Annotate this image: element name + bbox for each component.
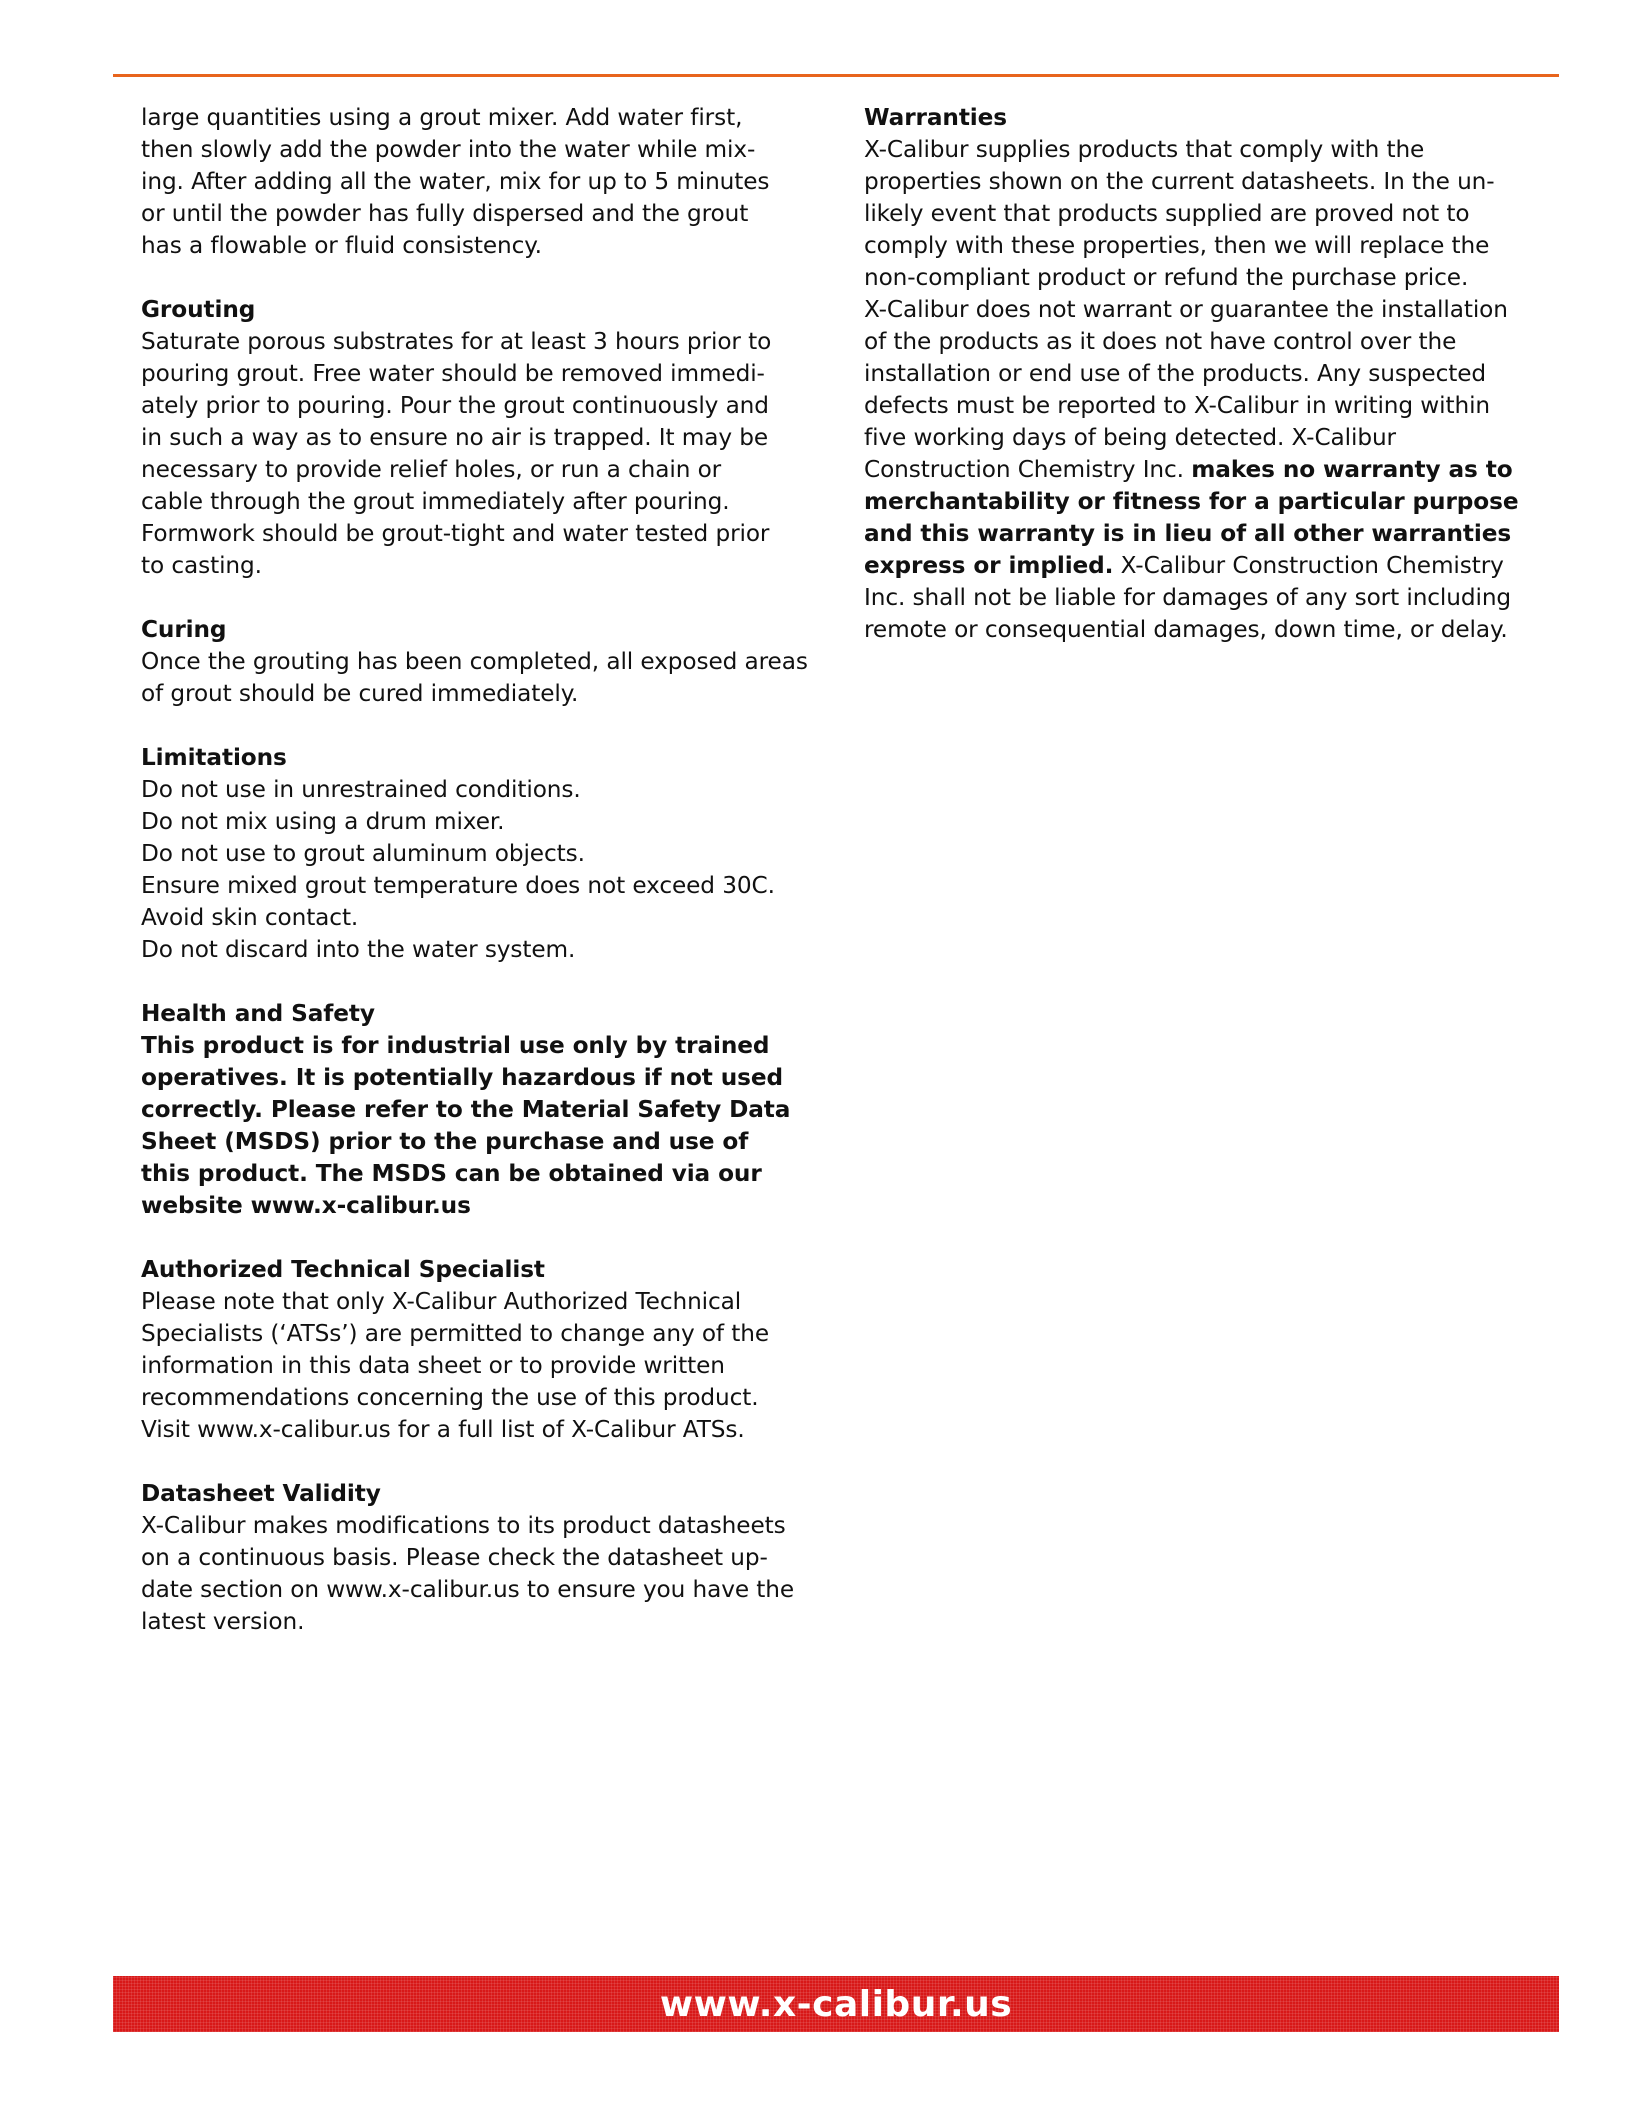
paragraph-line: latest version. [141,1608,305,1635]
right-column [864,102,1544,646]
warning-line: correctly. Please refer to the Material Safety Data [141,1096,791,1123]
header-divider-rule [113,74,1559,77]
paragraph-line: ing. After adding all the water, mix for up to 5 minutes [141,168,770,195]
left-column [141,102,821,1638]
health-safety-section [141,998,821,1222]
paragraph-line: has a flowable or fluid consistency. [141,232,542,259]
paragraph-line: recommendations concerning the use of this product. [141,1384,759,1411]
paragraph-line: X-Calibur does not warrant or guarantee the installation [864,296,1508,323]
paragraph-line: Once the grouting has been completed, all exposed areas [141,648,808,675]
warning-line: operatives. It is potentially hazardous if not used [141,1064,783,1091]
paragraph-line: then slowly add the powder into the water while mix- [141,136,756,163]
footer-website-link[interactable]: www.x-calibur.us [659,1983,1013,2025]
paragraph-line: information in this data sheet or to provide written [141,1352,725,1379]
section-heading: Datasheet Validity [141,1480,381,1507]
paragraph-line: Visit www.x-calibur.us for a full list of X-Calibur ATSs. [141,1416,745,1443]
section-heading: Curing [141,616,227,643]
paragraph-line: five working days of being detected. X-Calibur [864,424,1396,451]
section-heading: Health and Safety [141,1000,375,1027]
paragraph-line: date section on www.x-calibur.us to ensure you have the [141,1576,795,1603]
footer-bar [113,1976,1559,2032]
paragraph-line: X-Calibur supplies products that comply with the [864,136,1425,163]
warning-line: website www.x-calibur.us [141,1192,471,1219]
bold-line: merchantability or fitness for a particular purpose [864,488,1519,515]
mixed-line [864,454,1544,486]
paragraph-line: installation or end use of the products. Any suspected [864,360,1487,387]
paragraph-line: cable through the grout immediately after pouring. [141,488,730,515]
plain-text: Construction Chemistry Inc. [864,456,1192,483]
paragraph-line: or until the powder has fully dispersed and the grout [141,200,749,227]
paragraph-line: of grout should be cured immediately. [141,680,579,707]
paragraph-line: non-compliant product or refund the purchase price. [864,264,1469,291]
paragraph-line: large quantities using a grout mixer. Add water first, [141,104,743,131]
paragraph-line: properties shown on the current datasheets. In the un- [864,168,1495,195]
paragraph-line: Formwork should be grout-tight and water tested prior [141,520,770,547]
mixed-line [864,550,1544,582]
bold-line: and this warranty is in lieu of all other warranties [864,520,1512,547]
bold-text: express or implied. [864,552,1114,579]
grouting-section [141,294,821,582]
mixing-continuation-paragraph [141,102,821,262]
curing-section [141,614,821,710]
paragraph-line: ately prior to pouring. Pour the grout continuously and [141,392,769,419]
paragraph-line: Please note that only X-Calibur Authorized Technical [141,1288,742,1315]
paragraph-line: Specialists (‘ATSs’) are permitted to change any of the [141,1320,770,1347]
paragraph-line: pouring grout. Free water should be removed immedi- [141,360,765,387]
warning-line: This product is for industrial use only by trained [141,1032,770,1059]
plain-text: X-Calibur Construction Chemistry [1113,552,1504,579]
limitation-item: Avoid skin contact. [141,904,359,931]
section-heading: Limitations [141,744,287,771]
paragraph-line: remote or consequential damages, down time, or delay. [864,616,1508,643]
section-heading: Authorized Technical Specialist [141,1256,545,1283]
warranties-section [864,102,1544,646]
datasheet-validity-section [141,1478,821,1638]
paragraph-line: Saturate porous substrates for at least 3 hours prior to [141,328,772,355]
paragraph-line: in such a way as to ensure no air is trapped. It may be [141,424,769,451]
limitation-item: Ensure mixed grout temperature does not exceed 30C. [141,872,775,899]
authorized-specialist-section [141,1254,821,1446]
warning-line: Sheet (MSDS) prior to the purchase and use of [141,1128,749,1155]
paragraph-line: likely event that products supplied are proved not to [864,200,1470,227]
paragraph-line: of the products as it does not have control over the [864,328,1457,355]
limitation-item: Do not use to grout aluminum objects. [141,840,585,867]
section-heading: Grouting [141,296,256,323]
paragraph-line: Inc. shall not be liable for damages of any sort including [864,584,1512,611]
paragraph-line: on a continuous basis. Please check the datasheet up- [141,1544,768,1571]
warning-line: this product. The MSDS can be obtained via our [141,1160,762,1187]
limitations-section [141,742,821,966]
paragraph-line: necessary to provide relief holes, or run a chain or [141,456,722,483]
section-heading: Warranties [864,104,1007,131]
paragraph-line: to casting. [141,552,262,579]
paragraph-line: comply with these properties, then we will replace the [864,232,1490,259]
limitation-item: Do not use in unrestrained conditions. [141,776,581,803]
bold-text: makes no warranty as to [1191,456,1513,483]
limitation-item: Do not mix using a drum mixer. [141,808,505,835]
limitation-item: Do not discard into the water system. [141,936,576,963]
paragraph-line: X-Calibur makes modifications to its product datasheets [141,1512,786,1539]
paragraph-line: defects must be reported to X-Calibur in writing within [864,392,1491,419]
